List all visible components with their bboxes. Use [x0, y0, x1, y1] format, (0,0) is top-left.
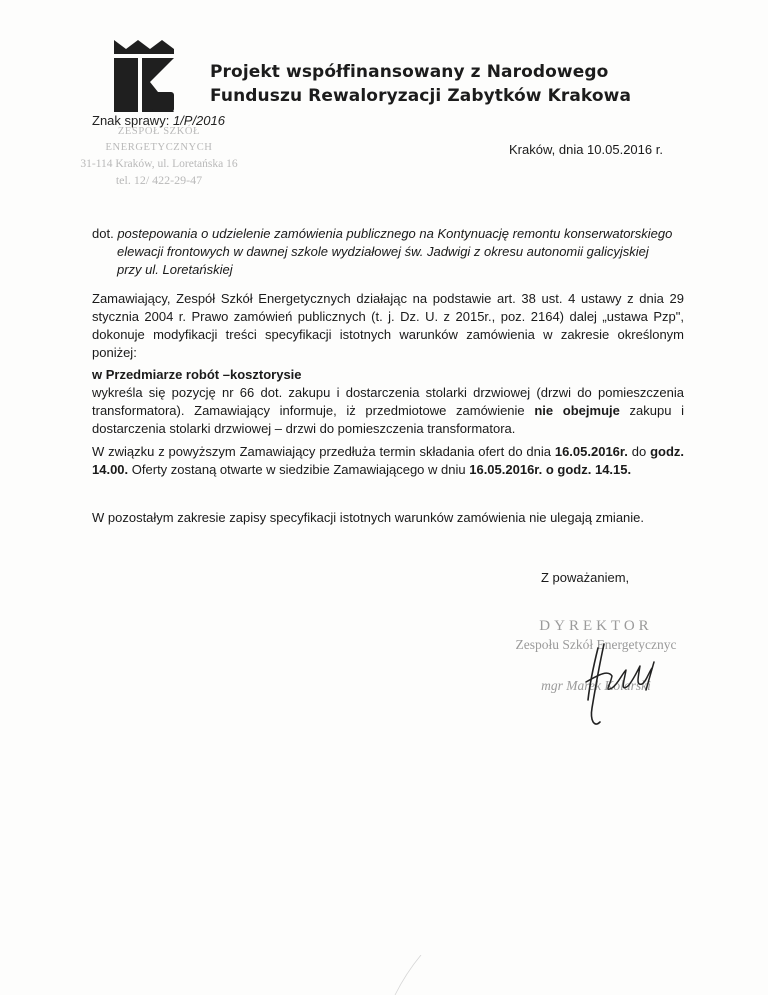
- director-stamp-org: Zespołu Szkół Energetycznyc: [515, 637, 677, 652]
- deadline-text-c: do: [631, 444, 647, 459]
- letter-date: Kraków, dnia 10.05.2016 r.: [509, 142, 663, 157]
- project-title-line2: Funduszu Rewaloryzacji Zabytków Krakowa: [210, 86, 632, 106]
- paragraph-remaining: W pozostałym zakresie zapisy specyfikacji istotnych warunków zamówienia nie ulegają zmianie.: [92, 510, 645, 525]
- project-title-line1: Projekt współfinansowany z Narodowego: [210, 62, 609, 82]
- director-stamp-title: DYREKTOR: [539, 618, 653, 634]
- modification-text-b: zakupu i dostarczenia stolarki drzwiowej – drzwi do pomieszczenia transformatora.: [92, 403, 684, 436]
- stamp-line2: 31-114 Kraków, ul. Loretańska 16: [80, 158, 238, 170]
- paragraph-modification: [92, 366, 684, 438]
- paper-crease-icon: [385, 955, 425, 995]
- director-stamp-name: mgr Marek Kolarski: [541, 678, 651, 693]
- deadline-date: 16.05.2016r.: [554, 444, 628, 459]
- deadline-time: godz. 14.00.: [92, 444, 684, 477]
- subject-lead: dot.: [92, 226, 114, 241]
- school-stamp: [64, 124, 254, 188]
- subject-line3: przy ul. Loretańskiej: [117, 262, 233, 277]
- subject-line2: elewacji frontowych w dawnej szkole wydziałowej św. Jadwigi z okresu autonomii galicyjskiej: [117, 244, 649, 259]
- handwritten-signature-icon: [560, 630, 670, 730]
- modification-bold: nie obejmuje: [534, 403, 620, 418]
- paragraph-deadline: [92, 443, 684, 479]
- regards: Z poważaniem,: [541, 570, 630, 585]
- subject: [92, 225, 684, 279]
- paragraph-intro: Zamawiający, Zespół Szkół Energetycznych działając na podstawie art. 38 ust. 4 ustawy z dnia 29 stycznia 2004 r. Prawo zamówień publicznych (t. j. Dz. U. z 2015r., poz. 2164) dalej „ustawa Pzp", dokonuje modyfikacji treści specyfikacji istotnych warunków zamówienia w zakresie określonym poniżej:: [92, 291, 684, 360]
- stamp-line1: ZESPÓŁ SZKÓŁ ENERGETYCZNYCH: [105, 126, 213, 153]
- deadline-text-d: Oferty zostaną otwarte w siedzibie Zamawiającego w dniu: [131, 462, 466, 477]
- case-number-label: Znak sprawy:: [92, 113, 170, 128]
- deadline-text-a: W związku z powyższym Zamawiający przedłuża termin składania ofert do dnia: [92, 444, 551, 459]
- project-title: [210, 60, 631, 108]
- opening-datetime: 16.05.2016r. o godz. 14.15.: [469, 462, 632, 477]
- modification-text-a: wykreśla się pozycję nr 66 dot. zakupu i dostarczenia stolarki drzwiowej (drzwi do pomieszczenia transformatora). Zamawiający informuje, iż przedmiotowe zamówienie: [92, 385, 684, 418]
- case-number-value: 1/P/2016: [172, 113, 225, 128]
- subject-line1: postepowania o udzielenie zamówienia publicznego na Kontynuację remontu konserwatorskiego: [117, 226, 673, 241]
- modification-heading: w Przedmiarze robót –kosztorysie: [92, 367, 302, 382]
- project-logo-icon: [112, 40, 176, 112]
- stamp-line3: tel. 12/ 422-29-47: [115, 173, 203, 187]
